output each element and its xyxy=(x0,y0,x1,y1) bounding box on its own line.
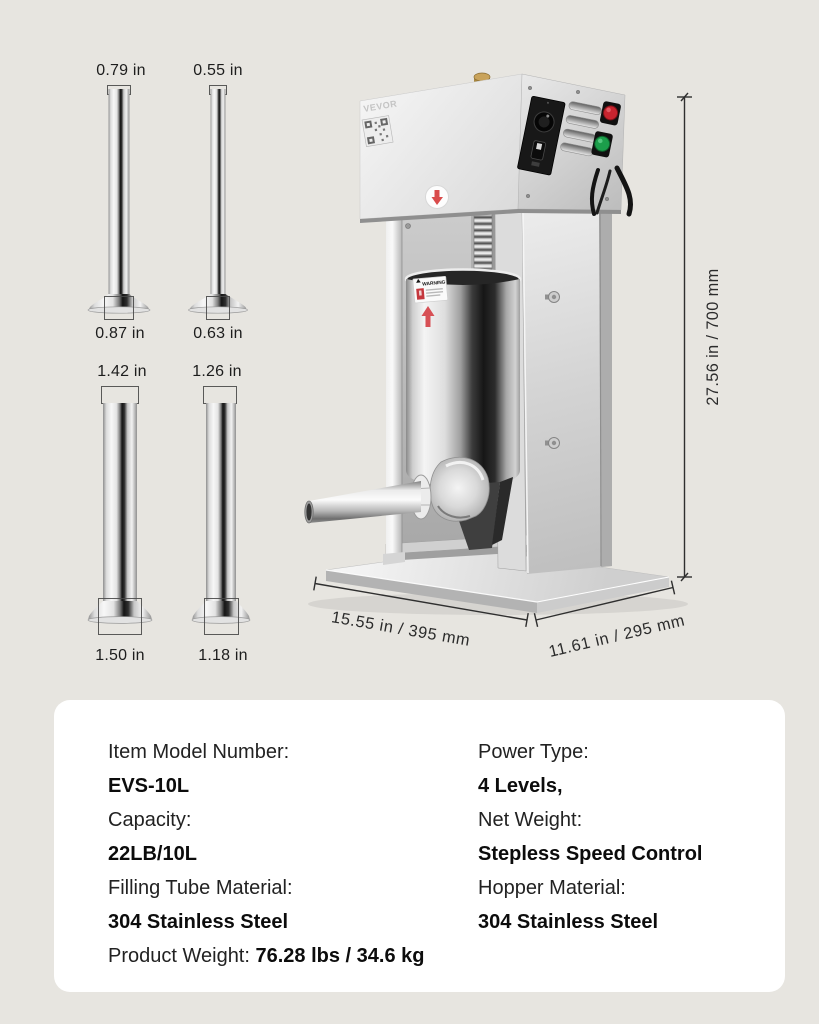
qr-module xyxy=(378,125,381,128)
qr-finder-inner xyxy=(367,123,370,126)
tube-body xyxy=(206,403,236,601)
right-side-panel xyxy=(522,209,612,574)
outlet-housing xyxy=(430,457,489,521)
spec-panel xyxy=(54,700,785,992)
spec-column-right xyxy=(478,735,703,939)
qr-module xyxy=(374,122,377,125)
spec-value: 304 Stainless Steel xyxy=(478,911,659,933)
spec-label: Capacity: xyxy=(108,809,192,831)
dimension-bracket xyxy=(204,387,237,404)
height-dimension-label: 27.56 in / 700 mm xyxy=(704,268,722,406)
qr-module xyxy=(386,135,389,138)
case-screw xyxy=(526,194,530,198)
tube-base-rim xyxy=(88,307,150,313)
qr-module xyxy=(375,129,378,132)
case-screw xyxy=(576,90,580,94)
warning-sticker xyxy=(413,276,448,303)
filling-tube-2-illustration xyxy=(180,80,260,325)
tube1-base-diameter-label: 0.87 in xyxy=(95,325,145,342)
tube-base-rim xyxy=(192,617,250,624)
filling-tube-1-illustration xyxy=(80,80,160,325)
tube3-base-diameter-label: 1.50 in xyxy=(95,647,145,664)
bolt-center xyxy=(552,295,556,299)
rack-rail xyxy=(471,211,474,277)
depth-dimension-label: 11.61 in / 295 mm xyxy=(546,611,687,661)
spec-value: EVS-10L xyxy=(108,775,190,797)
spec-label: Hopper Material: xyxy=(478,877,626,899)
machine-illustration xyxy=(280,55,800,700)
tube-body xyxy=(109,89,130,294)
nozzle-tip-hole xyxy=(306,504,311,521)
width-dimension-label: 15.55 in / 395 mm xyxy=(330,608,472,650)
spec-value: 76.28 lbs / 34.6 kg xyxy=(255,945,425,967)
case-screw xyxy=(528,86,532,90)
spec-column-left xyxy=(108,735,424,973)
warning-sticker-title: WARNING xyxy=(422,280,446,288)
spec-label: Filling Tube Material: xyxy=(108,877,293,899)
brand-logo: VEVOR xyxy=(362,98,398,114)
dimension-bracket xyxy=(102,387,139,404)
qr-module xyxy=(381,139,384,142)
qr-finder-inner xyxy=(382,120,385,123)
tube2-top-diameter-label: 0.55 in xyxy=(193,62,243,79)
bolt-center xyxy=(552,441,556,445)
tube-body xyxy=(211,89,226,294)
tube1-top-diameter-label: 0.79 in xyxy=(96,62,146,79)
qr-code xyxy=(362,116,393,147)
tube3b-top-diameter-label: 1.26 in xyxy=(192,363,242,380)
spec-label: Net Weight: xyxy=(478,809,583,831)
warning-pictogram-glyph xyxy=(419,290,422,295)
case-screw xyxy=(605,197,609,201)
spec-label: Item Model Number: xyxy=(108,741,290,763)
qr-bg xyxy=(362,116,393,147)
filling-tube-3-illustration xyxy=(75,382,165,644)
spec-product-weight-row xyxy=(108,939,424,973)
spec-value: 304 Stainless Steel xyxy=(108,911,289,933)
spec-value: Stepless Speed Control xyxy=(478,843,703,865)
tube4-base-diameter-label: 1.18 in xyxy=(198,647,248,664)
tube-base-rim xyxy=(88,617,152,624)
rack-rail xyxy=(492,211,495,277)
frame-screw xyxy=(406,224,411,229)
spec-label: Product Weight: xyxy=(108,945,256,967)
tube2-base-diameter-label: 0.63 in xyxy=(193,325,243,342)
hopper-cylinder xyxy=(406,279,520,486)
gear-rack xyxy=(474,211,492,277)
qr-module xyxy=(379,133,382,136)
qr-finder-inner xyxy=(369,139,372,142)
tube-base-rim xyxy=(189,307,248,313)
tube3-top-diameter-label: 1.42 in xyxy=(97,363,147,380)
tube-body xyxy=(103,403,137,601)
spec-label: Power Type: xyxy=(478,741,589,763)
spec-value: 4 Levels, xyxy=(478,775,563,797)
filling-tube-4-illustration xyxy=(185,382,265,644)
qr-module xyxy=(383,128,386,131)
spec-value: 22LB/10L xyxy=(108,843,197,865)
